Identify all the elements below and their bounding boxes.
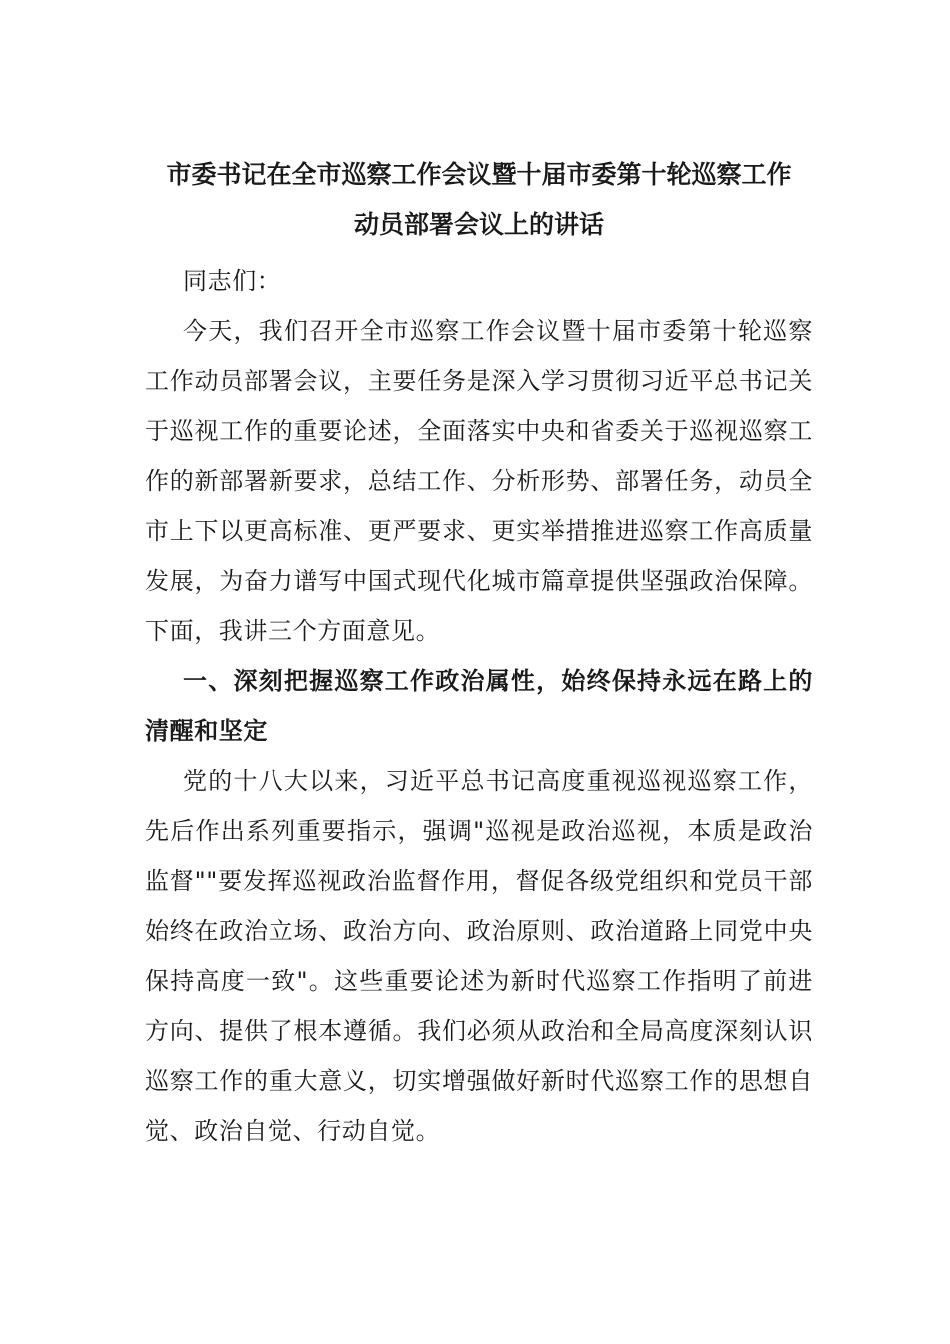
document-title — [133, 150, 825, 250]
salutation: 同志们： — [183, 267, 282, 295]
section-heading-1: 一、深刻把握巡察工作政治属性，始终保持永远在路上的清醒和坚定 — [145, 667, 813, 745]
paragraph-section-1: 党的十八大以来，习近平总书记高度重视巡视巡察工作，先后作出系列重要指示，强调"巡视是政治巡视，本质是政治监督""要发挥巡视政治监督作用，督促各级党组织和党员干部始终在政治立场、政治方向、政治原则、政治道路上同党中央保持高度一致"。这些重要论述为新时代巡察工作指明了前进方向、提供了根本遵循。我们必须从政治和全局高度深刻认识巡察工作的重大意义，切实增强做好新时代巡察工作的思想自觉、政治自觉、行动自觉。 — [145, 767, 813, 1145]
document-body — [145, 150, 813, 1156]
paragraph-intro: 今天，我们召开全市巡察工作会议暨十届市委第十轮巡察工作动员部署会议，主要任务是深入学习贯彻习近平总书记关于巡视工作的重要论述，全面落实中央和省委关于巡视巡察工作的新部署新要求，总结工作、分析形势、部署任务，动员全市上下以更高标准、更严要求、更实举措推进巡察工作高质量发展，为奋力谱写中国式现代化城市篇章提供坚强政治保障。下面，我讲三个方面意见。 — [145, 317, 813, 645]
title-line-2: 动员部署会议上的讲话 — [353, 210, 604, 239]
title-line-1: 市委书记在全市巡察工作会议暨十届市委第十轮巡察工作 — [166, 160, 792, 189]
